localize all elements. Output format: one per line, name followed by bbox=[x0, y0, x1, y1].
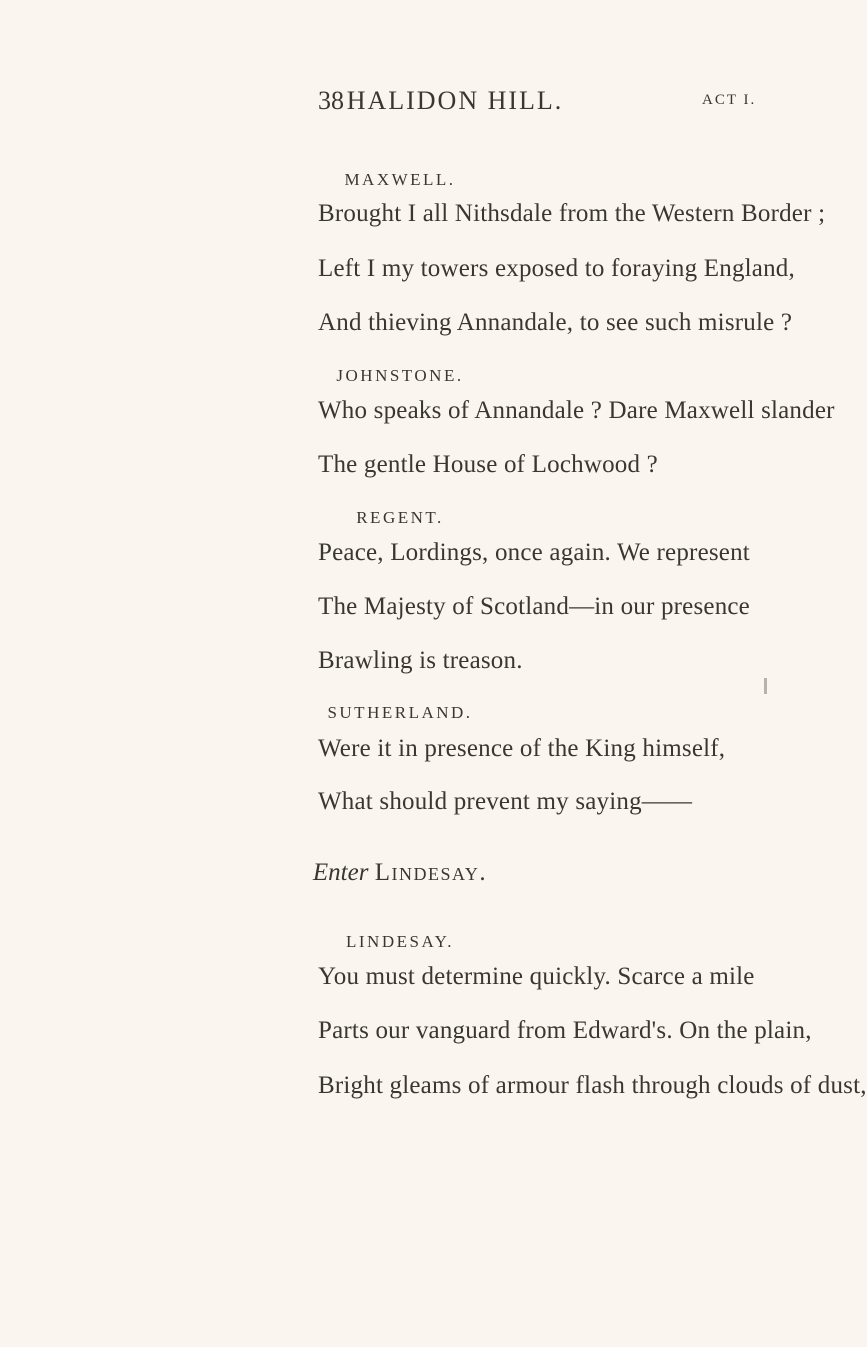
verse-line: Brawling is treason. bbox=[318, 647, 523, 674]
act-label: ACT I. bbox=[702, 92, 757, 108]
verse-line: The gentle House of Lochwood ? bbox=[318, 451, 658, 478]
verse-line: You must determine quickly. Scarce a mile bbox=[318, 963, 755, 990]
verse-line: Left I my towers exposed to foraying England, bbox=[318, 255, 795, 282]
verse-line: And thieving Annandale, to see such misrule ? bbox=[318, 309, 793, 336]
verse-line: Peace, Lordings, once again. We represent bbox=[318, 539, 750, 566]
stage-direction-enter: Enter bbox=[312, 859, 369, 886]
speaker-maxwell: MAXWELL. bbox=[344, 170, 456, 189]
margin-mark bbox=[764, 678, 767, 694]
verse-line: Bright gleams of armour flash through clouds of dust, bbox=[318, 1072, 867, 1099]
verse-line: Brought I all Nithsdale from the Western Border ; bbox=[318, 200, 826, 227]
speaker-johnstone: JOHNSTONE. bbox=[336, 366, 464, 385]
verse-line: Parts our vanguard from Edward's. On the plain, bbox=[318, 1017, 812, 1044]
speaker-sutherland: SUTHERLAND. bbox=[327, 703, 473, 722]
verse-line: The Majesty of Scotland—in our presence bbox=[318, 593, 750, 620]
verse-line: What should prevent my saying—— bbox=[318, 788, 693, 815]
running-title: HALIDON HILL. bbox=[346, 86, 564, 115]
page-number: 38 bbox=[318, 86, 344, 115]
speaker-regent: REGENT. bbox=[356, 508, 444, 527]
speaker-lindesay: LINDESAY. bbox=[346, 932, 454, 951]
stage-direction bbox=[0, 859, 800, 887]
verse-line: Were it in presence of the King himself, bbox=[318, 735, 726, 762]
verse-line: Who speaks of Annandale ? Dare Maxwell slander bbox=[318, 397, 835, 424]
page-header bbox=[0, 86, 800, 126]
stage-direction-name: Lindesay. bbox=[374, 859, 488, 886]
